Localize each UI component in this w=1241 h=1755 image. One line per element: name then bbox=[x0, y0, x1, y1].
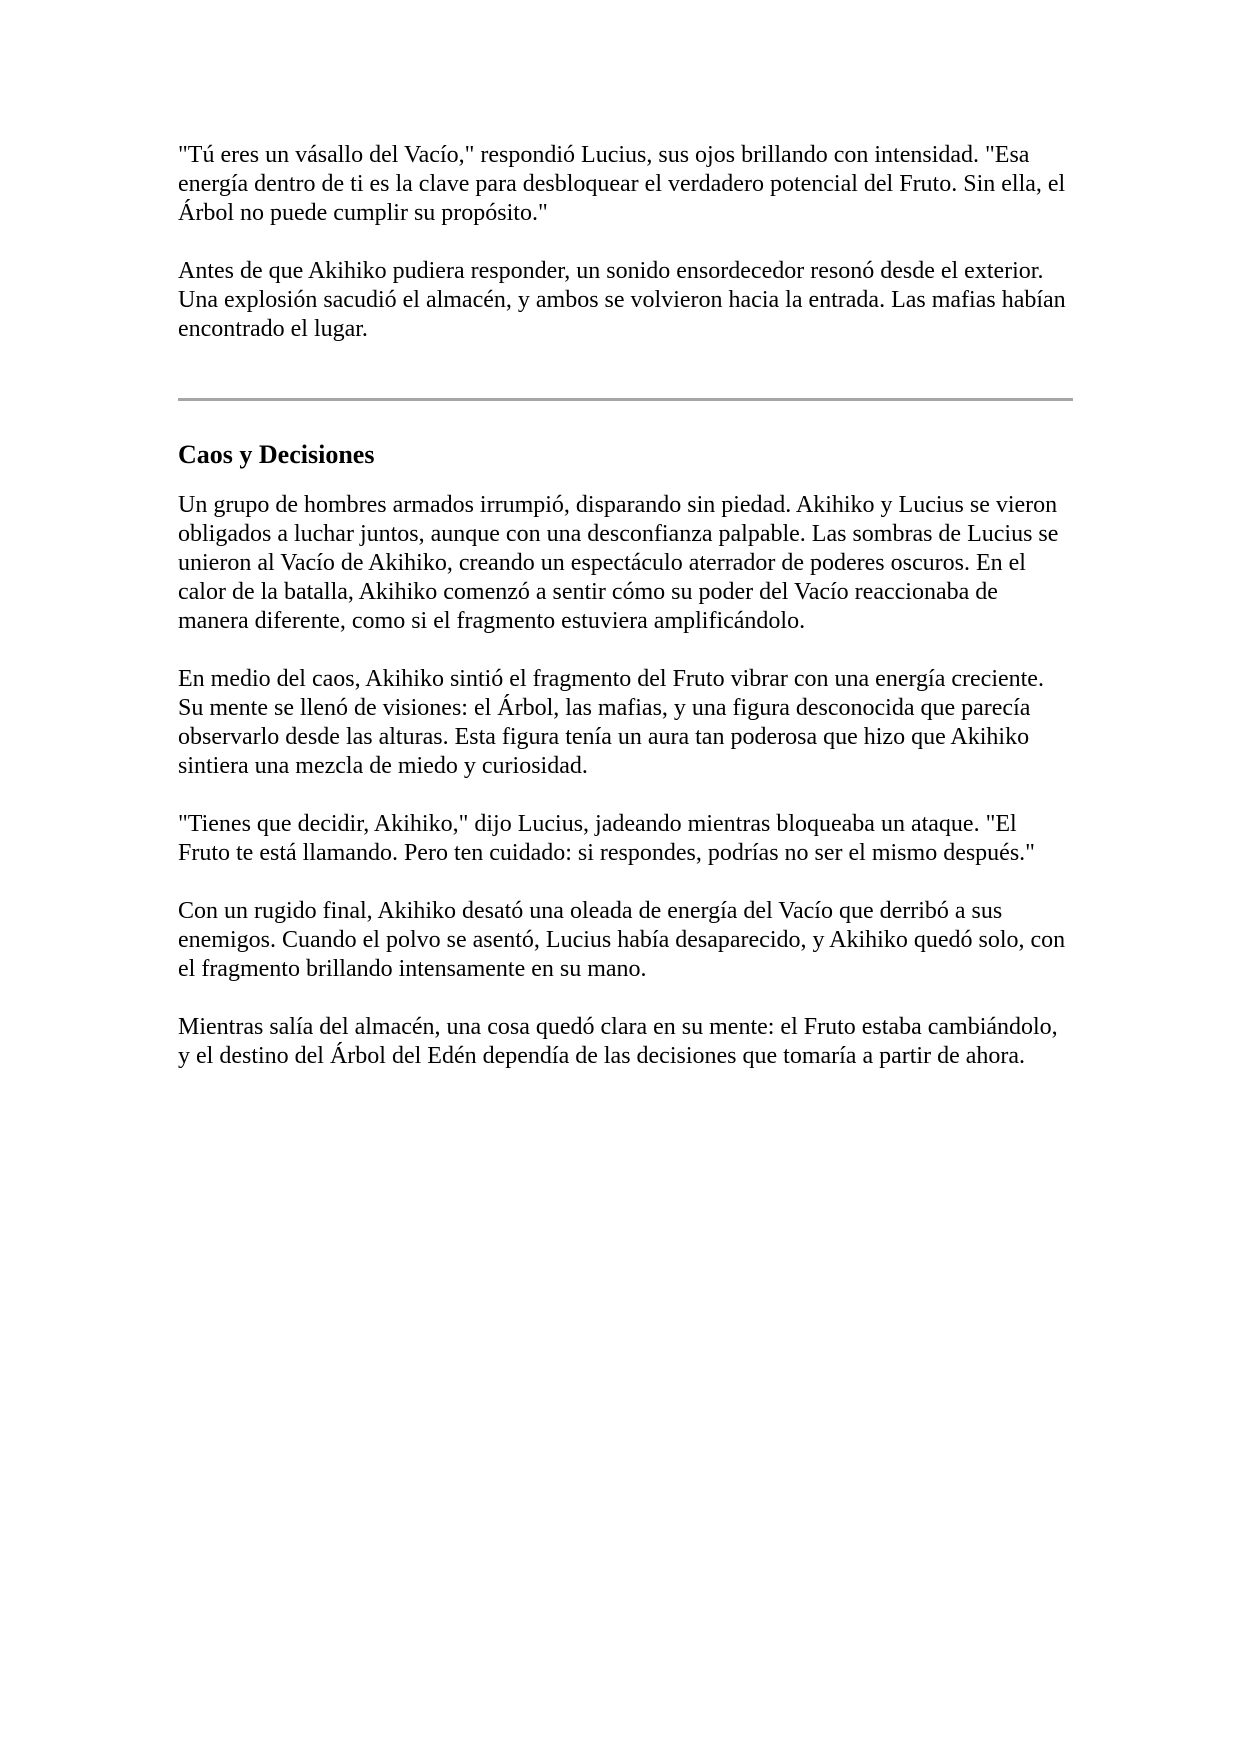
paragraph: En medio del caos, Akihiko sintió el fragmento del Fruto vibrar con una energía creciente. Su mente se llenó de visiones: el Árbol, las mafias, y una figura desconocida que parecía observarlo desde las alturas. Esta figura tenía un aura tan poderosa que hizo que Akihiko sintiera una mezcla de miedo y curiosidad. bbox=[178, 666, 1044, 779]
section-heading: Caos y Decisiones bbox=[178, 440, 375, 469]
intro-section bbox=[178, 141, 1073, 344]
paragraph: Mientras salía del almacén, una cosa quedó clara en su mente: el Fruto estaba cambiándolo, y el destino del Árbol del Edén dependía de las decisiones que tomaría a partir de ahora. bbox=[178, 1014, 1058, 1069]
paragraph: Con un rugido final, Akihiko desató una oleada de energía del Vacío que derribó a sus enemigos. Cuando el polvo se asentó, Lucius había desaparecido, y Akihiko quedó solo, con el fragmento brillando intensamente en su mano. bbox=[178, 898, 1066, 982]
paragraph: Antes de que Akihiko pudiera responder, un sonido ensordecedor resonó desde el exterior. Una explosión sacudió el almacén, y ambos se volvieron hacia la entrada. Las mafias habían encontrado el lugar. bbox=[178, 258, 1066, 342]
section-body bbox=[178, 491, 1073, 1071]
paragraph: "Tienes que decidir, Akihiko," dijo Lucius, jadeando mientras bloqueaba un ataque. "El Fruto te está llamando. Pero ten cuidado: si respondes, podrías no ser el mismo después." bbox=[178, 811, 1035, 866]
section-divider bbox=[178, 398, 1073, 401]
document-page bbox=[178, 141, 1073, 1071]
paragraph: Un grupo de hombres armados irrumpió, disparando sin piedad. Akihiko y Lucius se vieron obligados a luchar juntos, aunque con una desconfianza palpable. Las sombras de Lucius se unieron al Vacío de Akihiko, creando un espectáculo aterrador de poderes oscuros. En el calor de la batalla, Akihiko comenzó a sentir cómo su poder del Vacío reaccionaba de manera diferente, como si el fragmento estuviera amplificándolo. bbox=[178, 492, 1059, 634]
paragraph: "Tú eres un vásallo del Vacío," respondió Lucius, sus ojos brillando con intensidad. "Esa energía dentro de ti es la clave para desbloquear el verdadero potencial del Fruto. Sin ella, el Árbol no puede cumplir su propósito." bbox=[178, 142, 1066, 226]
